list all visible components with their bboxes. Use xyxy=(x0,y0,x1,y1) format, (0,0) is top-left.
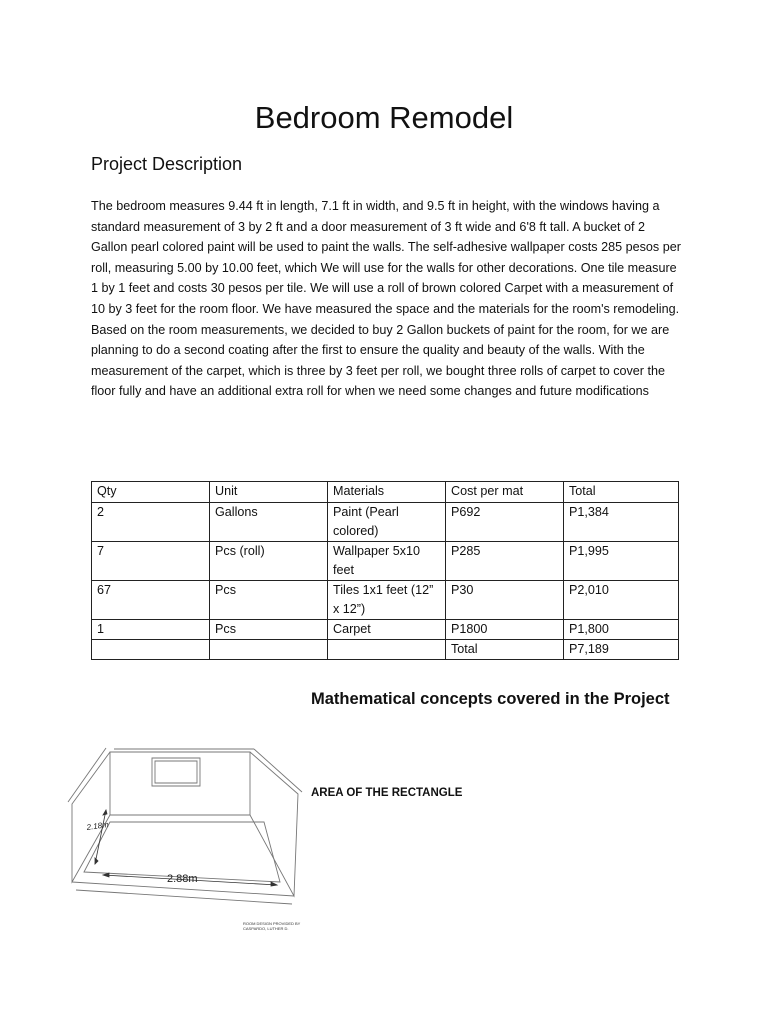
cell-unit: Pcs xyxy=(210,620,328,640)
cell-unit: Pcs (roll) xyxy=(210,542,328,581)
table-row xyxy=(92,503,679,542)
cell-materials xyxy=(328,640,446,660)
cell-qty: 2 xyxy=(92,503,210,542)
cell-qty: 1 xyxy=(92,620,210,640)
cell-total: P1,384 xyxy=(564,503,679,542)
back-wall xyxy=(110,752,250,815)
cell-materials: Tiles 1x1 feet (12” x 12”) xyxy=(328,581,446,620)
cell-cost: P285 xyxy=(446,542,564,581)
cell-total-label: Total xyxy=(446,640,564,660)
table-row xyxy=(92,542,679,581)
table-row xyxy=(92,581,679,620)
cell-total: P1,995 xyxy=(564,542,679,581)
cell-unit: Pcs xyxy=(210,581,328,620)
cell-grand-total: P7,189 xyxy=(564,640,679,660)
concepts-heading: Mathematical concepts covered in the Project xyxy=(311,690,670,708)
section-heading: Project Description xyxy=(91,154,243,174)
cell-cost: P30 xyxy=(446,581,564,620)
window xyxy=(152,758,200,786)
header-qty: Qty xyxy=(92,482,210,503)
header-total: Total xyxy=(564,482,679,503)
cell-materials: Carpet xyxy=(328,620,446,640)
room-sketch xyxy=(62,712,312,927)
cell-total: P2,010 xyxy=(564,581,679,620)
right-wall xyxy=(250,752,298,896)
sketch-credit: ROOM DESIGN PROVIDED BY CASPARDO, LUTHER D. xyxy=(243,921,301,931)
document-title: Bedroom Remodel xyxy=(254,100,514,135)
cell-materials: Paint (Pearl colored) xyxy=(328,503,446,542)
header-unit: Unit xyxy=(210,482,328,503)
materials-table xyxy=(91,481,679,660)
length-label: 2.88m xyxy=(167,873,198,885)
width-label: 2.18m xyxy=(86,819,110,832)
cell-qty xyxy=(92,640,210,660)
cell-unit xyxy=(210,640,328,660)
header-cost-per-mat: Cost per mat xyxy=(446,482,564,503)
concepts-subheading: AREA OF THE RECTANGLE xyxy=(311,787,463,799)
cell-qty: 67 xyxy=(92,581,210,620)
cell-qty: 7 xyxy=(92,542,210,581)
table-row xyxy=(92,620,679,640)
project-description: The bedroom measures 9.44 ft in length, 7.1 ft in width, and 9.5 ft in height, with the windows having a standard measurement of 3 by 2 ft and a door measurement of 3 ft wide and 6'8 ft tall. A bucket of 2 Gallon pearl colored paint will be used to paint the walls. The self-adhesive wallpaper costs 285 pesos per roll, measuring 5.00 by 10.00 feet, which We will use for the walls for other decorations. One tile measure 1 by 1 feet and costs 30 pesos per tile. We will use a roll of brown colored Carpet with a measurement of 10 by 3 feet for the room floor. We have measured the space and the materials for the room's remodeling. Based on the room measurements, we decided to buy 2 Gallon buckets of paint for the room, for we are planning to do a second coating after the first to ensure the quality and beauty of the walls. With the measurement of the carpet, which is three by 3 feet per roll, we bought three rolls of carpet to cover the floor fully and have an additional extra roll for when we need some changes and future modifications xyxy=(91,199,681,399)
cell-cost: P1800 xyxy=(446,620,564,640)
cell-materials: Wallpaper 5x10 feet xyxy=(328,542,446,581)
cell-unit: Gallons xyxy=(210,503,328,542)
cell-total: P1,800 xyxy=(564,620,679,640)
table-total-row xyxy=(92,640,679,660)
table-header-row xyxy=(92,482,679,503)
width-dimension-line xyxy=(95,810,106,864)
header-materials: Materials xyxy=(328,482,446,503)
cell-cost: P692 xyxy=(446,503,564,542)
